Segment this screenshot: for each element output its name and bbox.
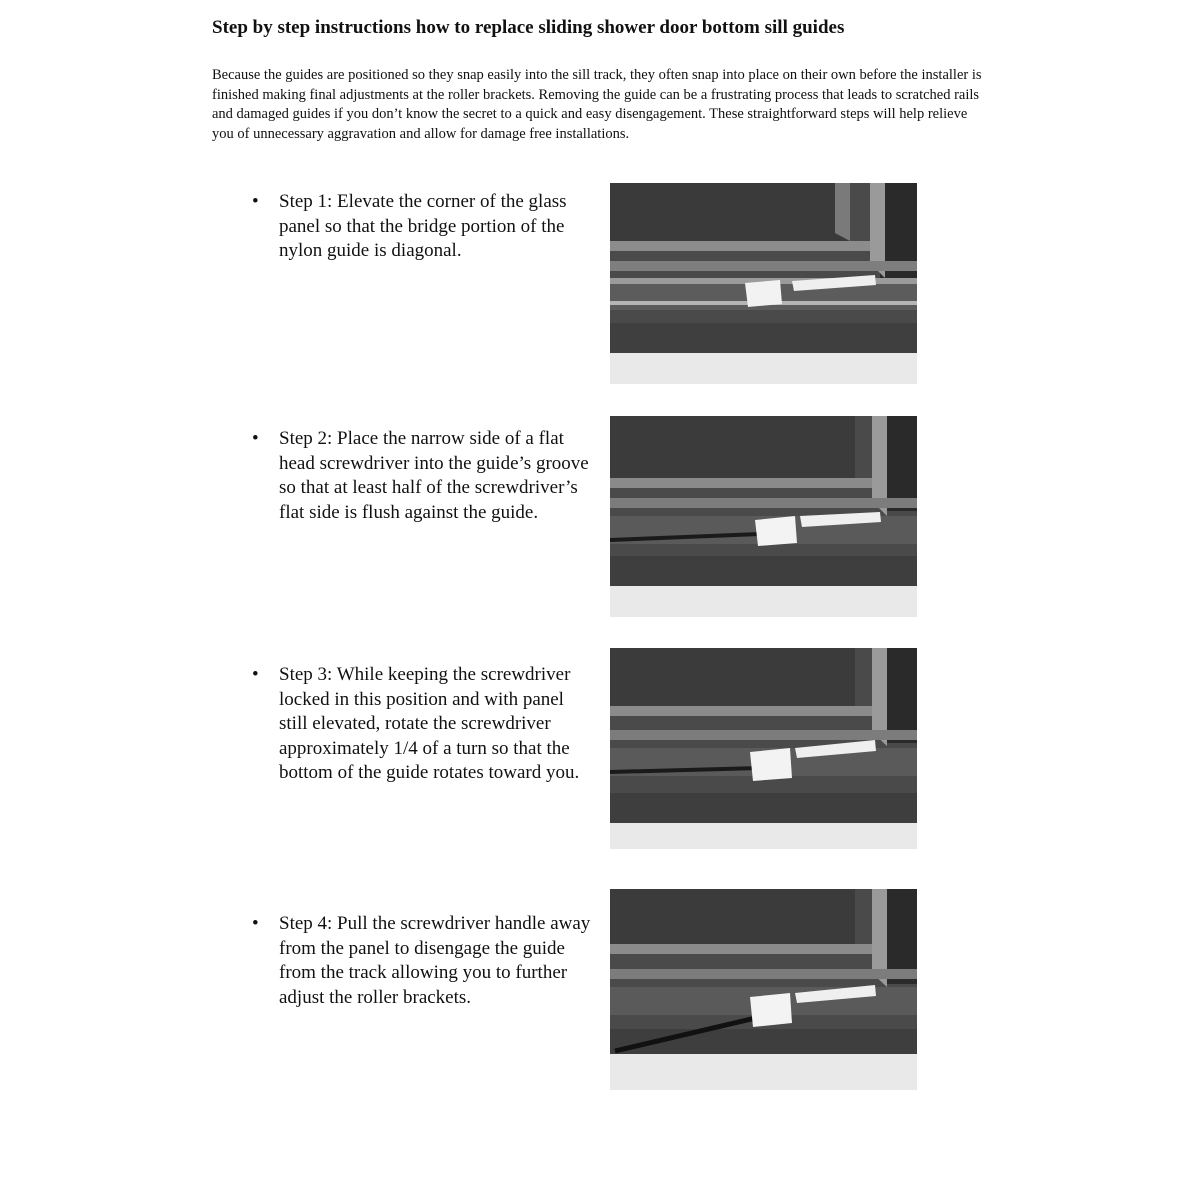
step-1-photo xyxy=(610,183,917,384)
bullet-icon: • xyxy=(252,664,259,685)
step-4-photo xyxy=(610,889,917,1090)
step-4-text: Step 4: Pull the screwdriver handle away from the panel to disengage the guide from the track allowing you to further adjust the roller brackets. xyxy=(279,913,591,1008)
step-2-text: Step 2: Place the narrow side of a flat head screwdriver into the guide’s groove so that at least half of the screwdriver’s flat side is flush against the guide. xyxy=(279,428,589,523)
step-3 xyxy=(252,663,597,786)
bullet-icon: • xyxy=(252,191,259,212)
step-1-text: Step 1: Elevate the corner of the glass panel so that the bridge portion of the nylon guide is diagonal. xyxy=(279,191,567,262)
bullet-icon: • xyxy=(252,428,259,449)
bullet-icon: • xyxy=(252,913,259,934)
page-title: Step by step instructions how to replace sliding shower door bottom sill guides xyxy=(212,17,845,38)
step-1 xyxy=(252,190,597,264)
step-2-photo xyxy=(610,416,917,617)
step-3-text: Step 3: While keeping the screwdriver locked in this position and with panel still elevated, rotate the screwdriver approximately 1/4 of a turn so that the bottom of the guide rotates toward you. xyxy=(279,664,580,784)
step-2 xyxy=(252,427,597,525)
step-3-photo xyxy=(610,648,917,849)
step-4 xyxy=(252,912,597,1010)
intro-paragraph: Because the guides are positioned so they snap easily into the sill track, they often snap into place on their own before the installer is finished making final adjustments at the roller brackets. Removing the guide can be a frustrating process that leads to scratched rails and damaged guides if you don’t know the secret to a quick and easy disengagement. These straightforward steps will help relieve you of unnecessary aggravation and allow for damage free installations. xyxy=(212,67,982,142)
